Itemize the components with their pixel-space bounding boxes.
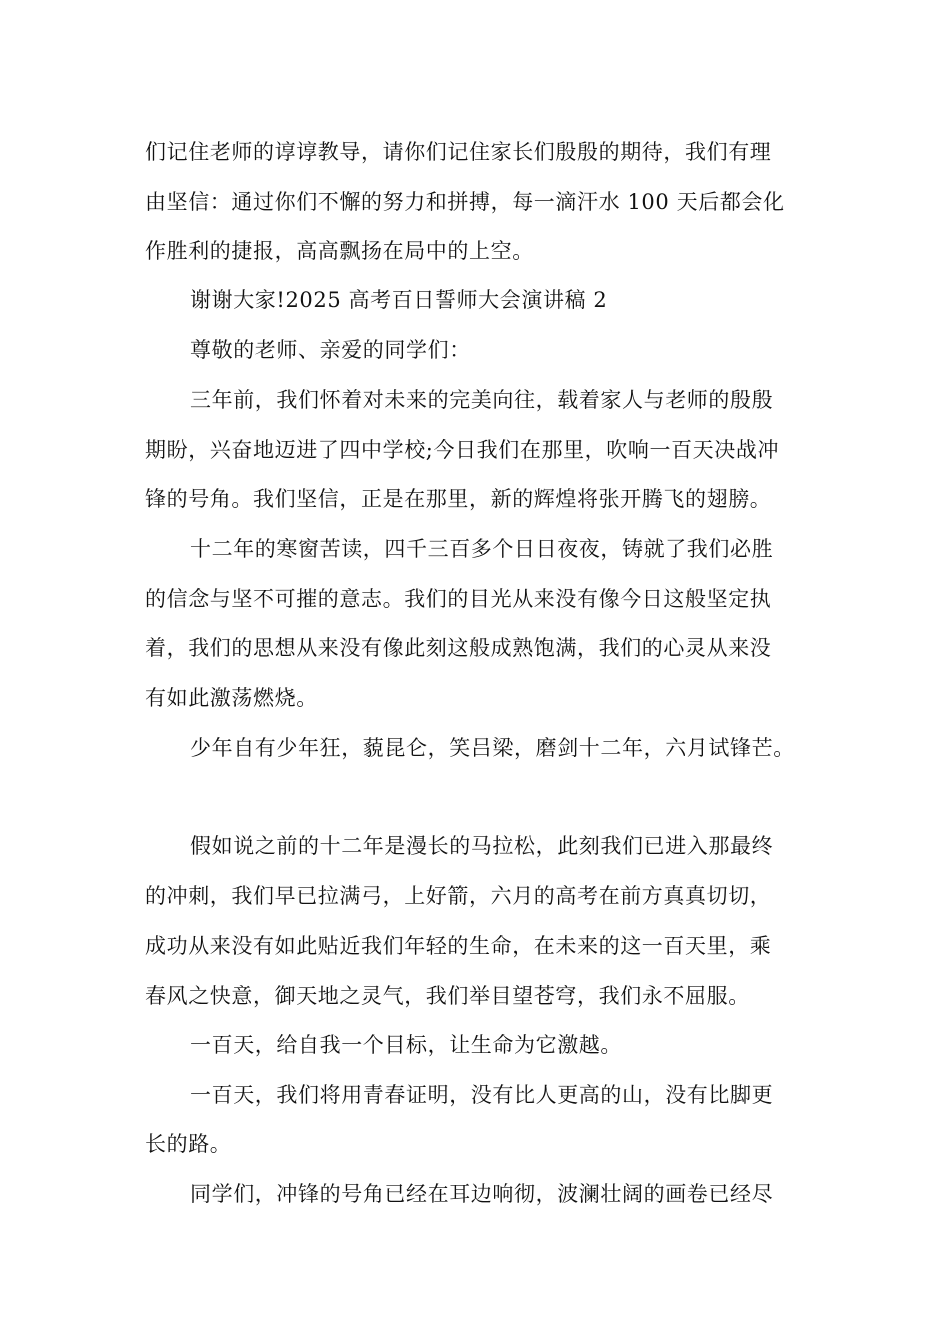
paragraph-line: 的信念与坚不可摧的意志。我们的目光从来没有像今日这般坚定执 (145, 587, 772, 611)
paragraph-line: 春风之快意，御天地之灵气，我们举目望苍穹，我们永不屈服。 (145, 984, 750, 1008)
paragraph-line: 假如说之前的十二年是漫长的马拉松，此刻我们已进入那最终 (190, 834, 774, 858)
paragraph-line: 锋的号角。我们坚信，正是在那里，新的辉煌将张开腾飞的翅膀。 (145, 487, 772, 511)
salutation-line: 尊敬的老师、亲爱的同学们： (190, 338, 471, 362)
paragraph-line: 成功从来没有如此贴近我们年轻的生命，在未来的这一百天里，乘 (145, 934, 772, 958)
paragraph-line: 一百天，我们将用青春证明，没有比人更高的山，没有比脚更 (190, 1083, 774, 1107)
paragraph-line: 着，我们的思想从来没有像此刻这般成熟饱满，我们的心灵从来没 (145, 636, 772, 660)
paragraph-line: 长的路。 (145, 1132, 232, 1156)
paragraph-line: 三年前，我们怀着对未来的完美向往，载着家人与老师的殷殷 (190, 388, 774, 412)
speech-title-line: 谢谢大家!2025 高考百日誓师大会演讲稿 2 (190, 288, 608, 312)
paragraph-line: 由坚信：通过你们不懈的努力和拼搏，每一滴汗水 100 天后都会化 (145, 190, 785, 214)
paragraph-line: 有如此激荡燃烧。 (145, 686, 318, 710)
paragraph-line: 少年自有少年狂，藐昆仑，笑吕梁，磨剑十二年，六月试锋芒。 (190, 736, 795, 760)
paragraph-line: 一百天，给自我一个目标，让生命为它激越。 (190, 1033, 622, 1057)
paragraph-line: 十二年的寒窗苦读，四千三百多个日日夜夜，铸就了我们必胜 (190, 537, 774, 561)
paragraph-line: 的冲刺，我们早已拉满弓，上好箭，六月的高考在前方真真切切， (145, 884, 772, 908)
paragraph-line: 们记住老师的谆谆教导，请你们记住家长们殷殷的期待，我们有理 (145, 140, 772, 164)
paragraph-line: 作胜利的捷报，高高飘扬在局中的上空。 (145, 239, 534, 263)
paragraph-line: 同学们，冲锋的号角已经在耳边响彻，波澜壮阔的画卷已经尽 (190, 1182, 774, 1206)
paragraph-line: 期盼，兴奋地迈进了四中学校;今日我们在那里，吹响一百天决战冲 (145, 438, 780, 462)
